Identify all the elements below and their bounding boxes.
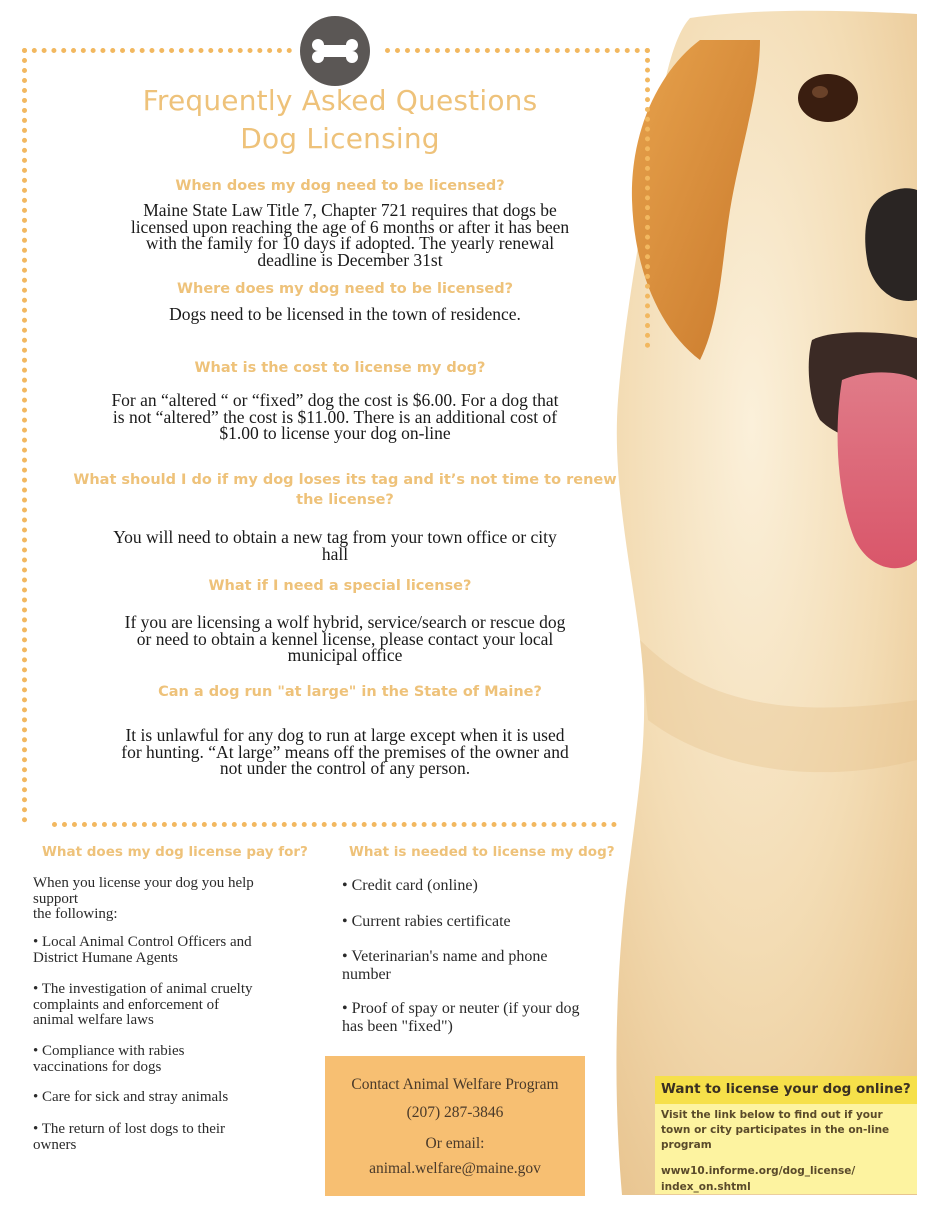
faq-answer: Dogs need to be licensed in the town of residence. xyxy=(169,304,521,324)
pays-for-heading: What does my dog license pay for? xyxy=(42,844,308,860)
list-item: • Care for sick and stray animals xyxy=(33,1089,229,1105)
contact-phone[interactable]: (207) 287-3846 xyxy=(406,1104,504,1121)
frame-left xyxy=(22,48,27,823)
online-url-link[interactable]: www10.informe.org/dog_license/ index_on.shtml xyxy=(661,1165,856,1193)
faq-answer: Maine State Law Title 7, Chapter 721 requires that dogs be licensed upon reaching the age of 6 months or after it has been with the family for 10 days if adopted. The yearly renewal deadline is December 31st xyxy=(130,200,570,270)
contact-or-email: Or email: xyxy=(425,1135,485,1152)
list-item: • The return of lost dogs to their owners xyxy=(33,1121,226,1153)
faq-answer: It is unlawful for any dog to run at large except when it is used for hunting. “At large” means off the premises of the owner and not under the control of any person. xyxy=(121,725,569,778)
contact-title: Contact Animal Welfare Program xyxy=(351,1076,559,1093)
list-item: • Credit card (online) xyxy=(342,877,478,894)
faq-question: What should I do if my dog loses its tag and it’s not time to renew the license? xyxy=(73,472,617,508)
faq-question: Where does my dog need to be licensed? xyxy=(177,281,513,297)
pays-for-intro: When you license your dog you help support the following: xyxy=(33,875,254,922)
frame-top-left xyxy=(22,48,292,53)
faq-question: What if I need a special license? xyxy=(208,578,472,594)
list-item: • The investigation of animal cruelty complaints and enforcement of animal welfare laws xyxy=(33,981,253,1028)
page-title-line1: Frequently Asked Questions xyxy=(142,84,538,117)
list-item: • Compliance with rabies vaccinations for dogs xyxy=(33,1043,185,1075)
contact-box xyxy=(325,1056,585,1196)
online-body: Visit the link below to find out if your town or city participates in the on-line program xyxy=(661,1109,890,1151)
faq-answer: For an “altered “ or “fixed” dog the cost is $6.00. For a dog that is not “altered” the cost is $11.00. There is an additional cost of $1.00 to license your dog on-line xyxy=(111,390,559,443)
frame-top-right xyxy=(385,48,650,53)
needed-heading: What is needed to license my dog? xyxy=(349,844,615,860)
eye-shape xyxy=(798,74,858,122)
faq-question: When does my dog need to be licensed? xyxy=(175,178,505,194)
bone-icon xyxy=(300,16,370,86)
contact-email-link[interactable]: animal.welfare@maine.gov xyxy=(369,1160,541,1177)
bone-badge xyxy=(300,16,370,86)
frame-bottom xyxy=(52,822,617,827)
list-item: • Local Animal Control Officers and District Humane Agents xyxy=(33,934,252,966)
faq-question: Can a dog run "at large" in the State of Maine? xyxy=(158,684,542,700)
faq-question: What is the cost to license my dog? xyxy=(194,360,486,376)
list-item: • Proof of spay or neuter (if your dog has been "fixed") xyxy=(342,1000,580,1035)
online-heading: Want to license your dog online? xyxy=(655,1076,917,1104)
faq-answer: If you are licensing a wolf hybrid, service/search or rescue dog or need to obtain a kennel license, please contact your local municipal office xyxy=(124,612,566,665)
frame-right xyxy=(645,48,650,348)
faq-answer: You will need to obtain a new tag from your town office or city hall xyxy=(113,527,557,564)
list-item: • Current rabies certificate xyxy=(342,913,511,930)
list-item: • Veterinarian's name and phone number xyxy=(342,948,548,983)
online-license-box xyxy=(655,1076,917,1194)
page-title-line2: Dog Licensing xyxy=(240,122,440,155)
